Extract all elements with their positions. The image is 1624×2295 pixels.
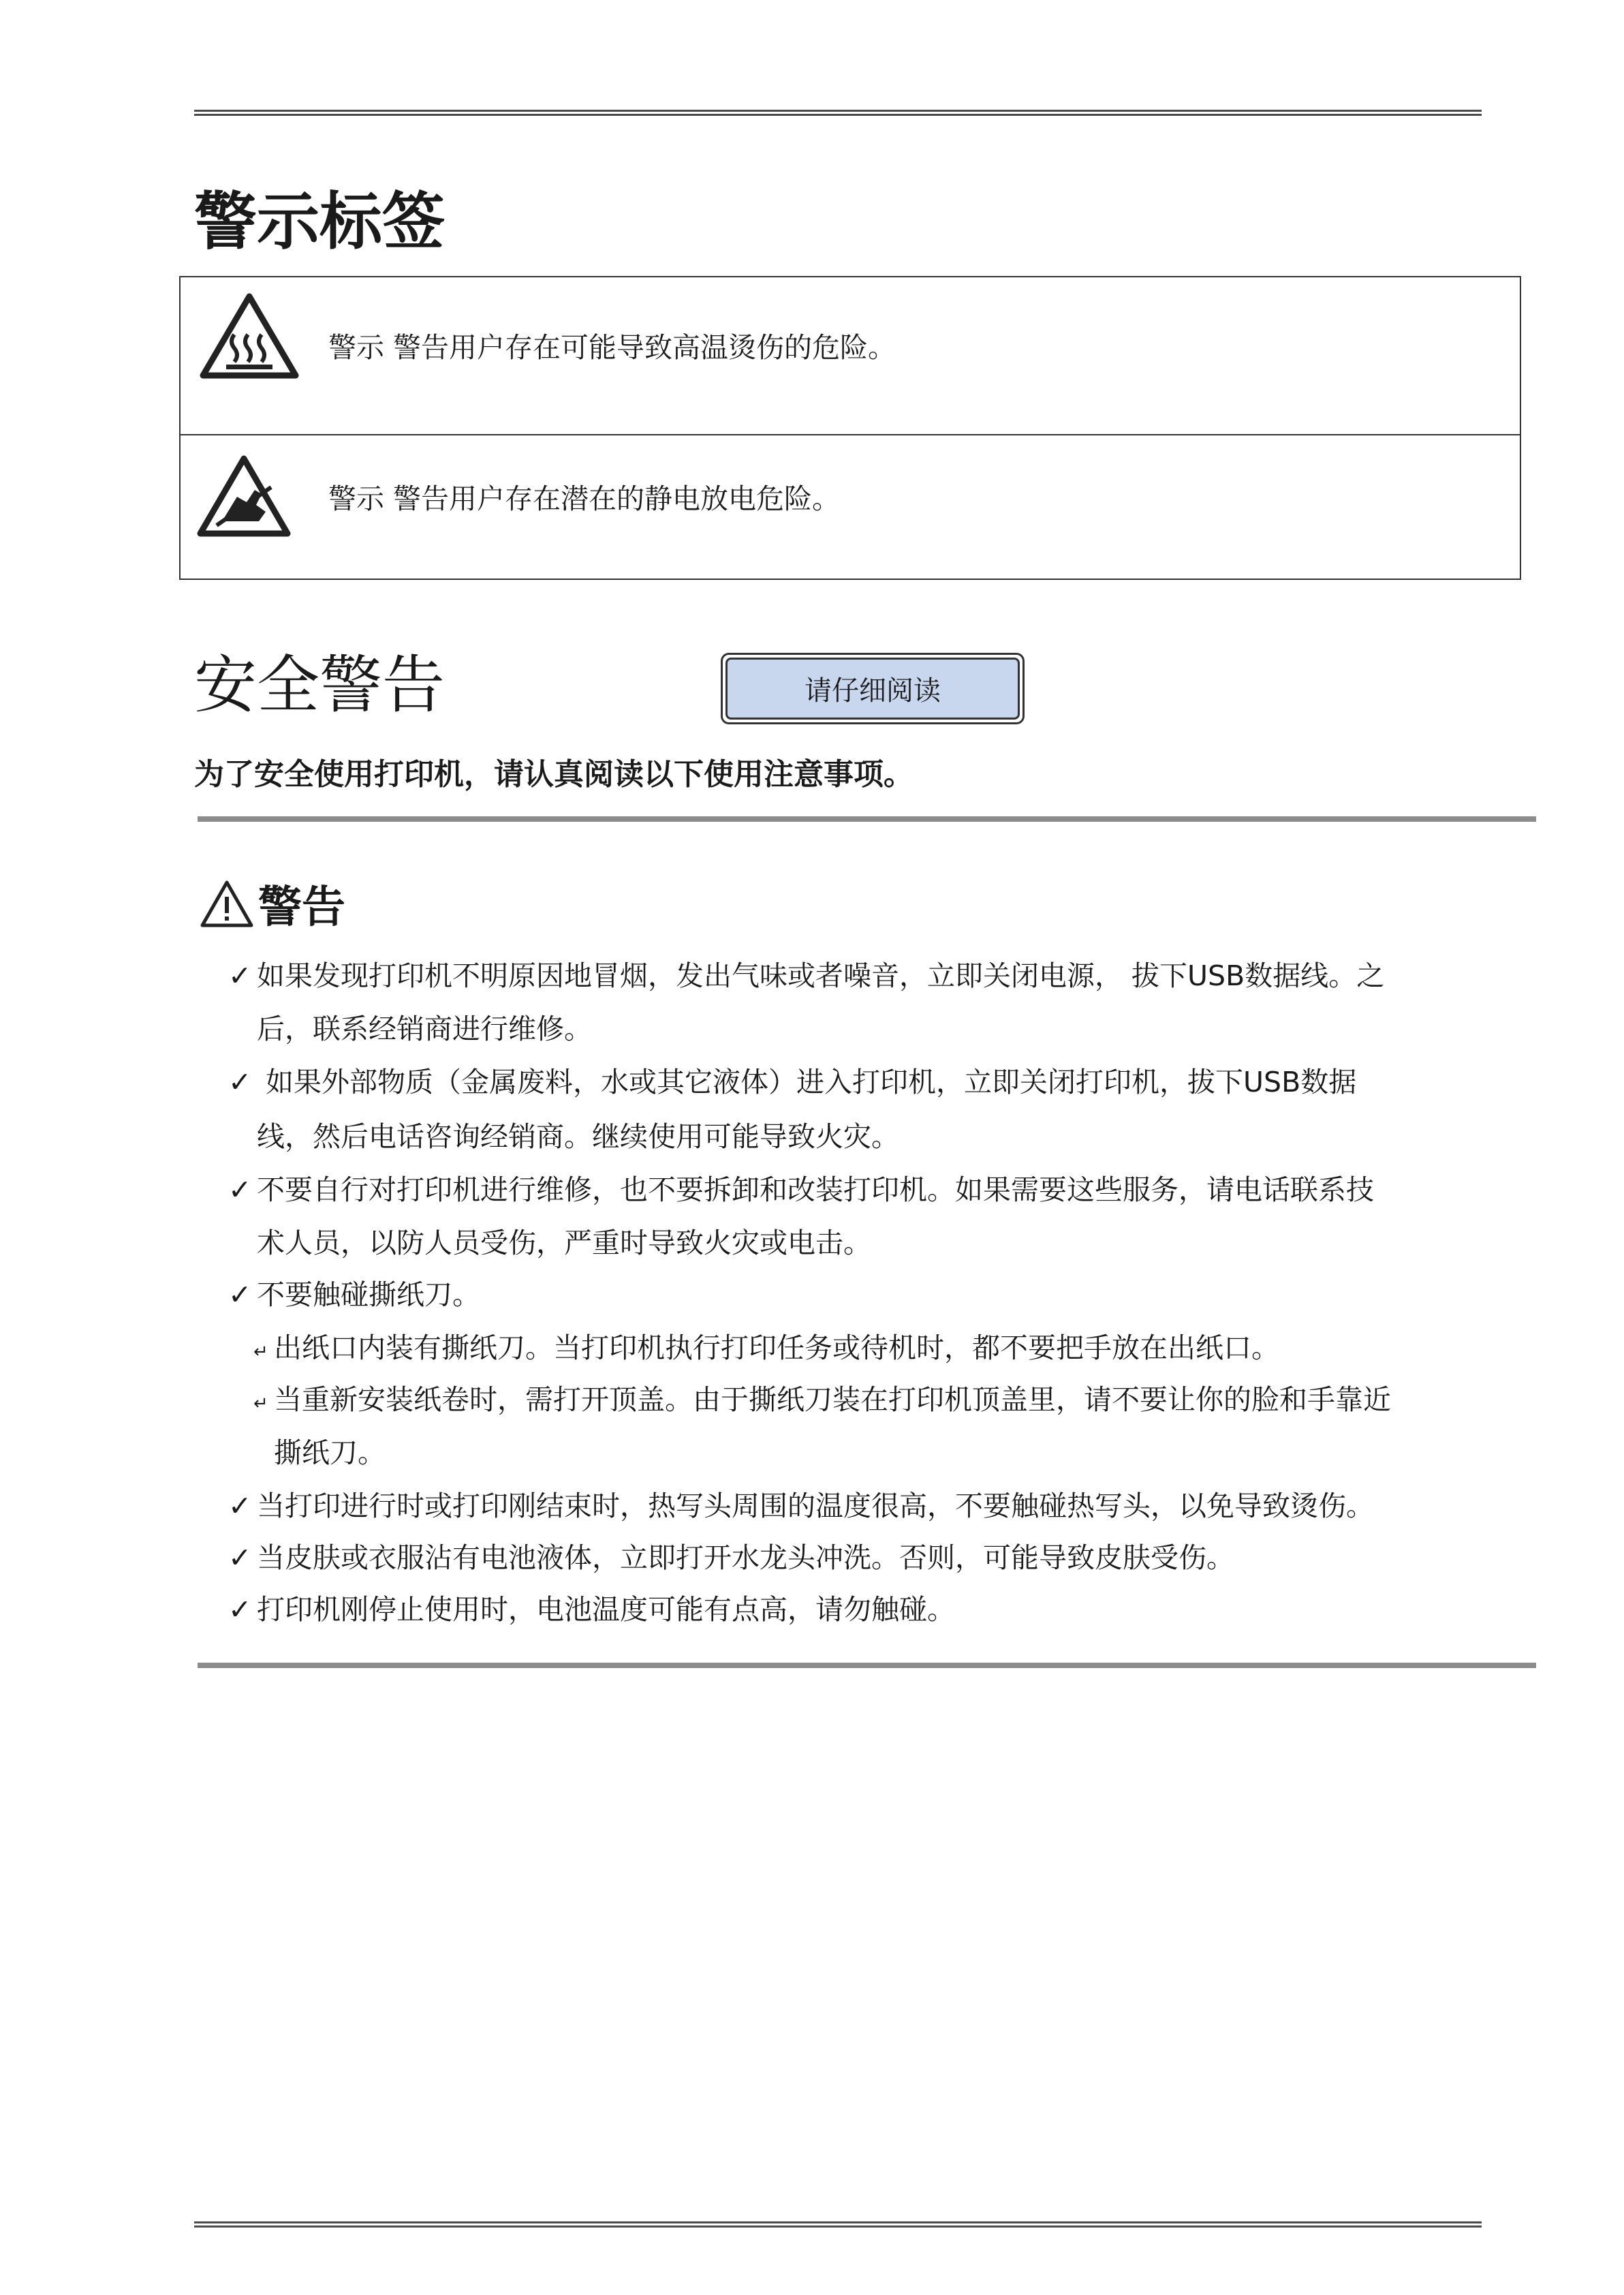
list-item-continuation: 术人员，以防人员受伤，严重时导致火灾或电击。 [257,1227,871,1259]
sub-item: ↵ 出纸口内装有撕纸刀。当打印机执行打印任务或待机时，都不要把手放在出纸口。 [253,1331,1279,1364]
list-item-continuation: 线，然后电话咨询经销商。继续使用可能导致火灾。 [257,1120,899,1153]
check-icon: ✓ [228,1278,252,1311]
warning-labels-table [179,276,1521,580]
esd-icon [196,455,292,538]
check-icon: ✓ [228,1541,252,1574]
list-item: ✓ 当皮肤或衣服沾有电池液体，立即打开水龙头冲洗。否则，可能导致皮肤受伤。 [228,1541,1234,1574]
list-item: ✓ 打印机刚停止使用时，电池温度可能有点高，请勿触碰。 [228,1593,955,1626]
list-item: ✓ 如果外部物质（金属废料，水或其它液体）进入打印机，立即关闭打印机，拔下USB数据 [228,1066,1357,1098]
check-icon: ✓ [228,1490,252,1522]
bottom-rule [194,2221,1482,2228]
check-icon: ✓ [228,1593,252,1626]
return-arrow-icon: ↵ [253,1342,268,1362]
divider-bottom [198,1663,1536,1668]
divider-top [198,816,1536,822]
return-arrow-icon: ↵ [253,1393,268,1414]
sub-item-continuation: 撕纸刀。 [274,1436,386,1469]
list-item-continuation: 后，联系经销商进行维修。 [257,1013,592,1045]
read-carefully-label: 请仔细阅读 [725,658,1020,720]
top-rule [194,110,1482,116]
check-icon: ✓ [228,959,252,992]
list-item: ✓ 不要触碰撕纸刀。 [228,1278,480,1311]
warning-heading [200,872,345,935]
sub-item: ↵ 当重新安装纸卷时，需打开顶盖。由于撕纸刀装在打印机顶盖里，请不要让你的脸和手靠近 [253,1383,1391,1416]
hot-surface-icon [199,292,300,380]
intro-text: 为了安全使用打印机，请认真阅读以下使用注意事项。 [194,757,914,792]
warning-triangle-icon [200,879,254,928]
section-title-warning-labels: 警示标签 [194,185,446,258]
label-row-hot [181,277,1520,434]
label-text-hot: 警示 警告用户存在可能导致高温烫伤的危险。 [328,331,896,364]
list-item: ✓ 不要自行对打印机进行维修，也不要拆卸和改装打印机。如果需要这些服务，请电话联系技 [228,1173,1374,1206]
check-icon: ✓ [228,1066,252,1098]
warning-heading-text: 警告 [258,882,345,933]
section-title-safety-warning: 安全警告 [194,649,446,722]
label-row-esd [181,435,1520,579]
read-carefully-badge [721,653,1025,724]
check-icon: ✓ [228,1173,252,1206]
list-item: ✓ 当打印进行时或打印刚结束时，热写头周围的温度很高，不要触碰热写头，以免导致烫伤。 [228,1490,1374,1522]
list-item: ✓ 如果发现打印机不明原因地冒烟，发出气味或者噪音，立即关闭电源， 拔下USB数据线。之 [228,959,1385,992]
label-text-esd: 警示 警告用户存在潜在的静电放电危险。 [328,482,841,515]
